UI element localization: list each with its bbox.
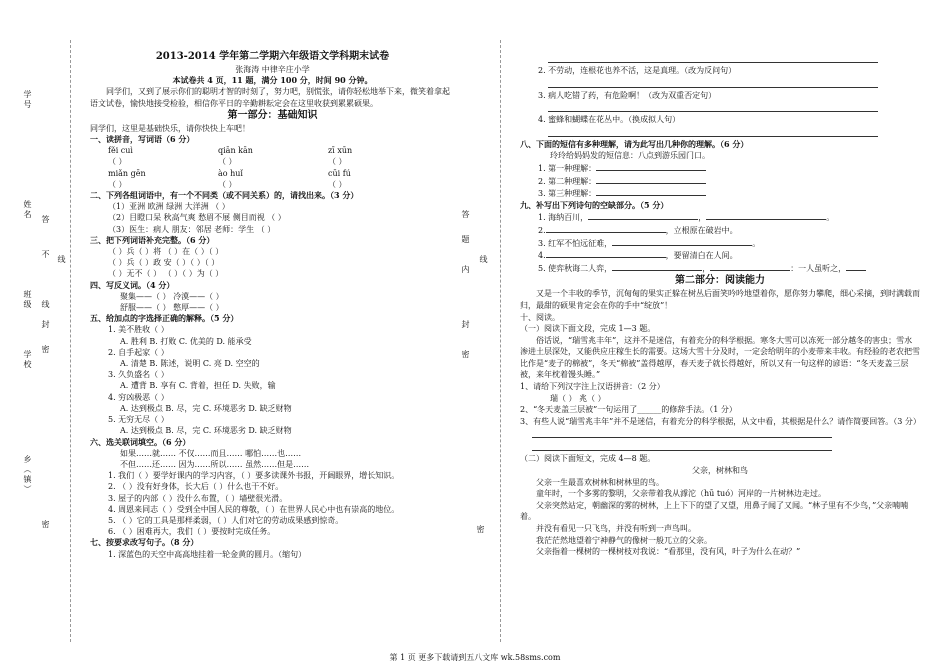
- class-label: 班级: [23, 290, 32, 310]
- seal-xian-mid: 线: [479, 255, 488, 265]
- q1-answer-blank[interactable]: （ ）: [328, 179, 347, 189]
- q3-title: 三、把下列词语补充完整。（6 分）: [90, 234, 215, 245]
- q6-conjunctions: 如果……就…… 不仅……而且…… 哪怕……也……: [120, 448, 302, 458]
- passage2-title: （二）阅读下面短文，完成 4—8 题。: [520, 454, 656, 464]
- answer-blank[interactable]: [612, 262, 702, 271]
- seal-bu: 不: [41, 250, 50, 260]
- page-footer: 第 1 页 更多下载请到五八文库 wk.58sms.com: [389, 653, 561, 662]
- q5-options: A. 达到极点 B. 尽，完 C. 环境恶劣 D. 缺乏财物: [120, 403, 292, 413]
- q6-item[interactable]: 1. 我们（ ）要学好课内的学习内容，（ ）要多读课外书报，开阔眼界，增长知识。: [108, 471, 400, 481]
- passage1-q1: 1、请给下列汉字注上汉语拼音：（2 分）: [520, 382, 665, 392]
- q2-line[interactable]: （2）目瞪口呆 秋高气爽 愁眉不展 侧目而视 （ ）: [108, 213, 286, 223]
- binding-dash-left: [70, 40, 71, 642]
- q8-item: [520, 175, 920, 188]
- q8-text: 玲玲给妈妈发的短信息：八点到游乐园门口。: [550, 151, 710, 161]
- q1-answer-row1: [90, 156, 455, 167]
- q9-item: [520, 249, 920, 262]
- q3-line[interactable]: （ ）兵（ ）将 （ ）在（ ）（ ）: [108, 247, 224, 257]
- school-label: 学校: [23, 350, 32, 370]
- q1-pinyin-row2: [90, 168, 455, 179]
- q1-answer-row2: [90, 179, 455, 190]
- q8-item-label: 2. 第二种理解：: [538, 176, 597, 186]
- left-column: [90, 50, 455, 560]
- answer-blank[interactable]: [706, 211, 826, 220]
- seal-mi-2: 密: [41, 520, 50, 530]
- right-column: [520, 60, 920, 558]
- q9-item-tail: ，立根原在破岩中。: [665, 225, 738, 235]
- q1-answer-blank[interactable]: （ ）: [328, 157, 347, 167]
- q1-answer-blank[interactable]: （ ）: [108, 157, 127, 167]
- passage1-q1-blanks[interactable]: 瑞（ ） 兆（ ）: [550, 393, 606, 403]
- story-line: 我茫茫然地望着宁神静气的像树一般兀立的父亲。: [536, 535, 712, 545]
- story-line: 父亲突然站定，朝幽深的雾的树林，上上下下的望了又望，用鼻子闻了又闻。“林子里有不少鸟，”父亲喃喃着。: [520, 500, 909, 522]
- q3-line[interactable]: （ ）无不（ ） （ ）（ ）为（ ）: [108, 269, 224, 279]
- seal-nei-mid: 内: [461, 265, 470, 275]
- seal-feng: 封: [41, 320, 50, 330]
- q1-answer-blank[interactable]: （ ）: [218, 157, 237, 167]
- part2-intro: 又是一个丰收的季节，沉甸甸的果实正躲在树丛后面笑吟吟地望着你，愿你努力攀爬，细心采摘，到时满载而归，最甜的硕果肯定会在你的手中“绽放”！: [520, 289, 920, 310]
- q9-item: [520, 224, 920, 237]
- q1-title: 一、读拼音，写词语（6 分）: [90, 134, 195, 145]
- q8-title: 八、下面的短信有多种理解，请为此写出几种你的理解。（6 分）: [520, 138, 749, 149]
- answer-line[interactable]: [548, 101, 878, 112]
- q9-item-text: 5. 使弈秋诲二人弈，: [538, 263, 613, 273]
- q2-line[interactable]: （3）医生：病人 朋友：邻居 老师：学生 （ ）: [108, 224, 276, 234]
- exam-author: 张海涛 中律辛庄小学: [235, 65, 310, 74]
- q5-options: A. 达到极点 B. 尽，完 C. 环境恶劣 D. 缺乏财物: [120, 426, 292, 436]
- town-label: 乡（镇）: [23, 455, 32, 495]
- q8-item-label: 1. 第一种理解：: [538, 163, 597, 173]
- q7-item: 1. 深蓝色的天空中高高地挂着一轮金黄的圆月。（缩句）: [108, 549, 307, 559]
- q7-item: 3. 病人吃错了药，有危险啊！（改为双重否定句）: [538, 90, 717, 100]
- exam-title: 2013-2014 学年第二学期六年级语文学科期末试卷: [155, 51, 390, 62]
- q9-item-tail: ，要留清白在人间。: [665, 251, 738, 261]
- q9-title: 九、补写出下列诗句的空缺部分。（5 分）: [520, 199, 669, 210]
- passage1-text: 俗话说，“瑞雪兆丰年”，这并不是迷信，有着充分的科学根据。寒冬大雪可以冻死一部分越冬的害虫；雪水渗进土层深处，又能供应庄稼生长的需要。这场大雪十分及时，一定会给明年的小麦带来丰收。有经验的老农把雪比作是“麦子的棉被”，冬天“棉被”盖得越厚，春天麦子就长得越好，所以又有一句这样的谚语：“冬天麦盖三层被，来年枕着馒头睡。”: [520, 335, 920, 380]
- q8-item: [520, 187, 920, 200]
- student-id-label: 学号: [23, 90, 32, 110]
- q10-title: 十、阅读。: [520, 312, 560, 322]
- q5-item[interactable]: 3. 久负盛名（ ）: [108, 370, 169, 380]
- seal-xian-2: 线: [57, 255, 66, 265]
- seal-mi-mid: 密: [461, 350, 470, 360]
- seal-mi: 密: [41, 345, 50, 355]
- q2-line[interactable]: （1）亚洲 欧洲 绿洲 大洋洲 （ ）: [108, 202, 230, 212]
- seal-mi-mid-2: 密: [476, 525, 485, 535]
- q5-title: 五、给加点的字选择正确的解释。（5 分）: [90, 313, 239, 324]
- answer-line[interactable]: [532, 427, 832, 438]
- q4-title: 四、写反义词。（4 分）: [90, 279, 175, 290]
- answer-blank[interactable]: [588, 211, 698, 220]
- q1-pinyin: zī xūn: [328, 146, 353, 156]
- q9-item-text: 3. 红军不怕远征难，: [538, 238, 613, 248]
- answer-line[interactable]: [548, 126, 878, 137]
- q7-item: 2. 不劳动，连根花也养不活，这是真理。（改为反问句）: [538, 66, 737, 75]
- q6-item[interactable]: 5. （ ）它的工具是那样柔弱，（ ）人们对它的劳动成果感到惊奇。: [108, 515, 344, 525]
- q4-line[interactable]: 聚集——（ ） 冷漠——（ ）: [120, 291, 224, 301]
- passage1-title: （一）阅读下面文段，完成 1—3 题。: [520, 324, 656, 334]
- q6-item[interactable]: 3. 屋子的内部（ ）没什么布置，（ ）墙壁很光滑。: [108, 493, 288, 503]
- q5-options: A. 胜利 B. 打败 C. 优美的 D. 能承受: [120, 336, 252, 346]
- answer-line[interactable]: [532, 440, 832, 451]
- seal-da-mid: 答: [461, 210, 470, 220]
- story-line: 父亲指着一棵树的一棵树枝对我说：“看那里，没有风，叶子为什么在动？”: [536, 547, 801, 557]
- q9-item-tail: ：一人虽听之，: [790, 263, 847, 273]
- passage1-q3: 3、有些人说“瑞雪兆丰年”并不是迷信，有着充分的科学根据，从文中看，其根据是什么？请作简要回答。（3 分）: [520, 416, 921, 426]
- q5-item[interactable]: 4. 穷凶极恶（ ）: [108, 392, 169, 402]
- q1-pinyin: qiān kān: [218, 146, 253, 156]
- q7-item: 4. 蜜蜂和蝴蝶在花丛中。（换成拟人句）: [538, 115, 681, 125]
- story-line: 童年时，一个多雾的黎明，父亲带着我从滹沱（hū tuó）河岸的一片树林边走过。: [536, 489, 827, 499]
- q9-item-text: 2.: [538, 225, 546, 235]
- answer-blank[interactable]: [612, 237, 752, 246]
- q8-item-label: 3. 第三种理解：: [538, 189, 597, 199]
- answer-blank[interactable]: [846, 262, 866, 271]
- q4-line[interactable]: 舒服——（ ） 憋厚——（ ）: [120, 303, 224, 313]
- q2-title: 二、下列各组词语中，有一个不同类（或不同关系）的，请找出来。（3 分）: [90, 190, 359, 201]
- q7-title: 七、按要求改写句子。（8 分）: [90, 537, 199, 548]
- q1-pinyin: cūi fú: [328, 168, 351, 178]
- q9-item-text: 4.: [538, 251, 546, 261]
- seal-feng-mid: 封: [461, 320, 470, 330]
- story-title: 父亲，树林和鸟: [692, 466, 748, 476]
- q1-pinyin: ào huǐ: [218, 168, 243, 178]
- q6-conjunctions: 不但……还…… 因为……所以…… 虽然……但是……: [120, 459, 310, 469]
- q1-pinyin-row1: [90, 145, 455, 156]
- q5-item[interactable]: 2. 自手起家（ ）: [108, 347, 169, 357]
- passage1-q2[interactable]: 2、“冬天麦盖三层被”一句运用了______的修辞手法。（1 分）: [520, 405, 737, 415]
- answer-blank[interactable]: [546, 224, 666, 233]
- binding-dash-mid: [500, 40, 501, 642]
- q9-item: 1. 海纳百川， ， 。: [538, 213, 835, 223]
- seal-da: 答: [41, 215, 50, 225]
- answer-blank[interactable]: [596, 162, 706, 171]
- q6-title: 六、选关联词填空。（6 分）: [90, 436, 191, 447]
- story-line: 并没有看见一只飞鸟，并没有听到一声鸟叫。: [536, 524, 696, 533]
- answer-blank[interactable]: [596, 175, 706, 184]
- story-line: 父亲一生最喜欢树林和树林里的鸟。: [536, 477, 664, 487]
- q5-options: A. 清楚 B. 陈述，说明 C. 亮 D. 空空的: [120, 359, 260, 369]
- q6-item[interactable]: 2. （ ）没有好身体，长大后（ ）什么也干不好。: [108, 482, 284, 492]
- q9-item-text: 1. 海纳百川，: [538, 213, 589, 223]
- q3-line[interactable]: （ ）兵（ ）政 安（ ）（ ）（ ）: [108, 258, 220, 268]
- answer-line[interactable]: [548, 77, 878, 88]
- q1-answer-blank[interactable]: （ ）: [108, 179, 127, 189]
- answer-blank[interactable]: [596, 187, 706, 196]
- answer-line[interactable]: [548, 52, 878, 63]
- seal-xian: 线: [41, 300, 50, 310]
- q6-item[interactable]: 4. 周恩来同志（ ）受到全中国人民的尊敬，（ ）在世界人民心中也有崇高的地位。: [108, 504, 400, 514]
- exam-intro: 同学们，又到了展示你们的聪明才智的时刻了，努力吧，别慌张，请你轻松地举下来，微笑着拿起语文试卷，愉快地接受检验，相信你平日的辛勤耕耘定会在这里收获到累累硕果。: [90, 87, 450, 108]
- part2-title: 第二部分：阅读能力: [675, 275, 765, 287]
- q1-pinyin: miǎn gēn: [108, 168, 146, 178]
- part1-title: 第一部分：基础知识: [227, 109, 318, 121]
- q8-item: [520, 162, 920, 175]
- q5-item[interactable]: 1. 美不胜收（ ）: [108, 325, 169, 335]
- answer-blank[interactable]: [710, 262, 790, 271]
- q9-item: 3. 红军不怕远征难， 。: [538, 238, 761, 248]
- seal-ti-mid: 题: [461, 235, 470, 245]
- part1-greeting: 同学们，这里是基础快乐，请你快快上车吧！: [90, 123, 250, 133]
- answer-blank[interactable]: [546, 249, 666, 258]
- q9-item: 5. 使弈秋诲二人弈， ， ：一人虽听之，: [520, 262, 920, 275]
- q5-item[interactable]: 5. 无穷无尽（ ）: [108, 415, 169, 425]
- name-label: 姓名: [23, 200, 32, 220]
- q5-options: A. 遭背 B. 享有 C. 背着，担任 D. 失败，输: [120, 381, 276, 391]
- q1-answer-blank[interactable]: （ ）: [218, 179, 237, 189]
- q6-item[interactable]: 6. （ ）困难再大，我们（ ）要按时完成任务。: [108, 527, 276, 537]
- q1-pinyin: fěi cuì: [108, 146, 133, 156]
- exam-info: 本试卷共 4 页，11 题，满分 100 分，时间 90 分钟。: [172, 75, 373, 86]
